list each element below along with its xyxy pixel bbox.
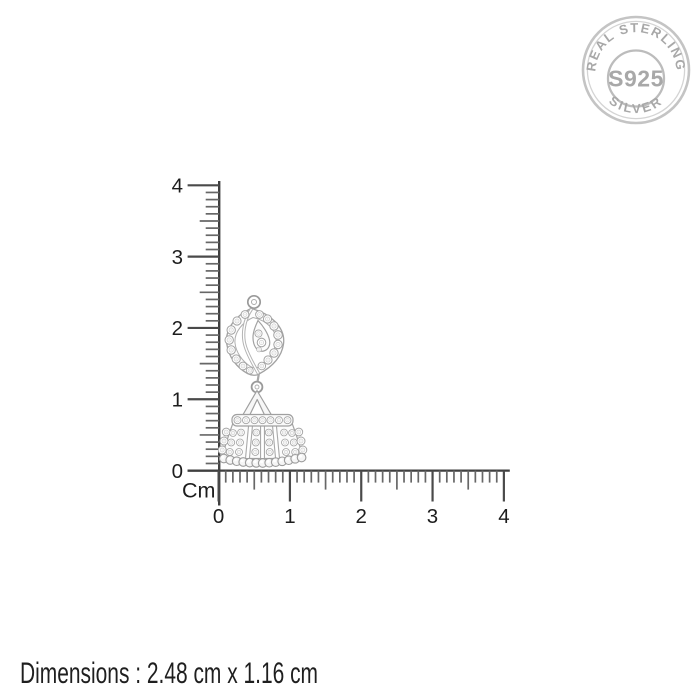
horizontal-ruler-label-1: 1 [284,505,296,528]
earring-connector-ring [252,374,263,392]
earring-illustration [218,290,310,472]
vertical-ruler-label-0: 0 [171,459,183,483]
seal-center-text: S925 [608,65,664,92]
vertical-ruler-label-4: 4 [171,174,183,198]
dimensions-caption: Dimensions : 2.48 cm x 1.16 cm [20,657,318,690]
ruler-unit-label: Cm [182,478,216,503]
vertical-ruler-label-2: 2 [171,317,183,341]
earring-top-loop [248,296,260,308]
seal-top-text: REAL STERLING [583,20,689,73]
sterling-seal [578,12,696,130]
seal-bottom-text: SILVER [606,92,666,117]
earring-jhumka-dome [218,415,307,459]
horizontal-ruler-label-0: 0 [212,505,225,528]
earring-leaf-stud [225,309,284,376]
vertical-ruler-label-1: 1 [171,388,183,412]
vertical-ruler-label-3: 3 [171,245,183,269]
horizontal-ruler-label-2: 2 [355,505,367,528]
horizontal-ruler-label-4: 4 [498,505,510,528]
horizontal-ruler [188,471,510,502]
horizontal-ruler-label-3: 3 [426,505,439,528]
vertical-ruler [188,181,220,506]
earring-bail [243,391,272,416]
